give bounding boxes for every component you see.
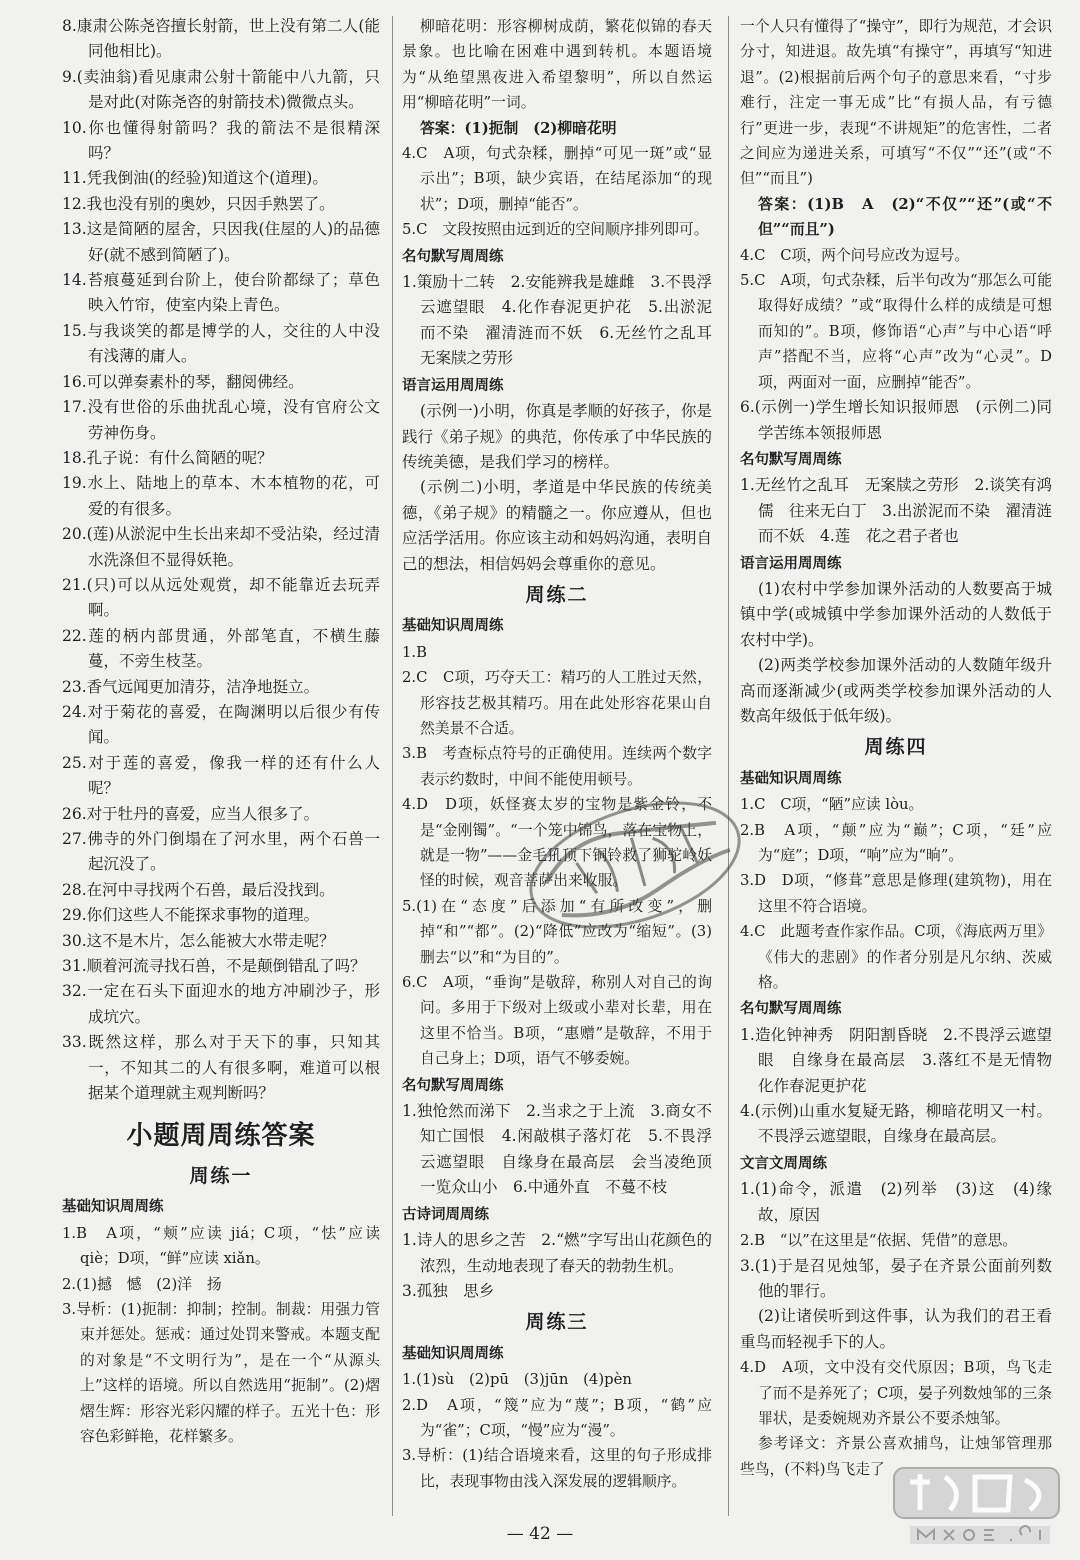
section-title: 小题周周练答案 <box>126 1121 316 1152</box>
subsection-title: 基础知识周周练 <box>402 1345 504 1362</box>
watermark-corner-logo <box>890 1462 1065 1552</box>
answer-item: 2.B “以”在这里是“依据、凭借”的意思。 <box>740 1232 1018 1250</box>
answer-line: 答案：(1)B A (2)“不仅”“还”(或“不但”“而且”) <box>758 195 1052 239</box>
answer-item: 4.C A项，句式杂糅，删掉“可见一斑”或“显示出”；B项，缺少宾语，在结尾添加“的现状”；D项，删掉“能否”。 <box>402 145 712 213</box>
answer-item: 10.你也懂得射箭吗？我的箭法不是很精深吗？ <box>62 118 380 163</box>
answer-item: 4.D A项，文中没有交代原因；B项，鸟飞走了而不是养死了；C项，晏子列数烛邹的三条罪状，是委婉规劝齐景公不要杀烛邹。 <box>740 1359 1052 1427</box>
answer-item: 3.孤独 思乡 <box>402 1281 495 1300</box>
answer-item: 柳暗花明：形容柳树成荫，繁花似锦的春天景象。也比喻在困难中遇到转机。本题语境为“从绝望黑夜进入希望黎明”，所以自然运用“柳暗花明”一词。 <box>402 18 712 112</box>
answer-item: 2.B A项，“颠”应为“巅”；C项，“廷”应为“庭”；D项，“响”应为“晌”。 <box>740 821 1052 864</box>
answer-item: (2)两类学校参加课外活动的人数随年级升高而逐渐减少(或两类学校参加课外活动的人数高年级低于低年级)。 <box>740 656 1052 725</box>
answer-item: 3.(1)于是召见烛邹，晏子在齐景公面前列数他的罪行。 <box>740 1256 1052 1300</box>
answer-item: 1.(1)sù (2)pū (3)jūn (4)pèn <box>402 1371 632 1389</box>
answer-item: 29.你们这些人不能探求事物的道理。 <box>62 906 320 925</box>
answer-item: 20.(莲)从淤泥中生长出来却不受沾染，经过清水洗涤但不显得妖艳。 <box>62 525 380 569</box>
answer-item: 30.这不是木片，怎么能被大水带走呢？ <box>62 931 335 950</box>
column-middle <box>402 14 728 1494</box>
answer-item: 5.(1)在“态度”后添加“有所改变”，删掉“和”“都”。(2)“降低”应改为“缩短”。(3)删去“以”和“为目的”。 <box>402 897 712 966</box>
answer-item: 6.C A项，“垂询”是敬辞，称别人对自己的询问。多用于下级对上级或小辈对长辈，用在这里不恰当。B项，“惠赠”是敬辞，不用于自己身上；D项，语气不够委婉。 <box>402 974 712 1068</box>
answer-item: 8.康肃公陈尧咨擅长射箭，世上没有第二人(能同他相比)。 <box>62 17 380 61</box>
answer-item: 23.香气远闻更加清芬，洁净地挺立。 <box>62 677 320 696</box>
answer-item: 3.导析：(1)扼制：抑制；控制。制裁：用强力管束并惩处。惩戒：通过处罚来警戒。本题支配的对象是“不文明行为”，是在一个“从源头上”这样的语境。所以自然选用“扼制”。(2)熠熠生辉：形容光彩闪耀的样子。五光十色：形容色彩鲜艳，花样繁多。 <box>62 1300 380 1445</box>
answer-item: 21.(只)可以从远处观赏，却不能靠近去玩弄啊。 <box>62 575 380 620</box>
subsection-title: 名句默写周周练 <box>740 451 842 468</box>
translation-text: 参考译文：齐景公喜欢捕鸟，让烛邹管理那些鸟，(不料)鸟飞走了 <box>740 1435 1052 1478</box>
answer-item: 一个人只有懂得了“操守”，即行为规范，才会识分寸，知进退。故先填“有操守”，再填写“知进退”。(2)根据前后两个句子的意思来看，“寸步难行，注定一事无成”比“有损人品，有亏德行”更进一步，表现“不讲规矩”的危害性，二者之间应为递进关系，可填写“不仅”“还”(或“不但”“而且”) <box>740 18 1052 188</box>
week-title: 周练四 <box>864 736 928 759</box>
answer-item: 12.我也没有别的奥妙，只因手熟罢了。 <box>62 194 335 213</box>
answer-item: 27.佛寺的外门倒塌在了河水里，两个石兽一起沉没了。 <box>62 830 380 874</box>
answer-item: 3.D D项，“修葺”意思是修理(建筑物)，用在这里不符合语境。 <box>740 872 1052 915</box>
answer-item: 5.C 文段按照由远到近的空间顺序排列即可。 <box>402 221 709 239</box>
week-title: 周练一 <box>189 1164 253 1187</box>
answer-item: 14.苔痕蔓延到台阶上，使台阶都绿了；草色映入竹帘，使室内染上青色。 <box>62 271 380 315</box>
column-divider <box>392 16 393 1516</box>
answer-item: 15.与我谈笑的都是博学的人，交往的人中没有浅薄的庸人。 <box>62 321 380 366</box>
answer-item: 1.无丝竹之乱耳 无案牍之劳形 2.谈笑有鸿儒 往来无白丁 3.出淤泥而不染 濯清涟而不妖 4.莲 花之君子者也 <box>740 476 1052 546</box>
answer-item: 19.水上、陆地上的草本、木本植物的花，可爱的有很多。 <box>62 474 380 518</box>
answer-item: 5.C A项，句式杂糅，后半句改为“那怎么可能取得好成绩？”或“取得什么样的成绩是可想而知的”。B项，修饰语“心声”与中心语“呼声”搭配不当，应将“心声”改为“心灵”。D项，两面对一面，应删掉“能否”。 <box>740 272 1052 391</box>
answer-item: (1)农村中学参加课外活动的人数要高于城镇中学(或城镇中学参加课外活动的人数低于农村中学)。 <box>740 579 1052 649</box>
answer-item: 2.D A项，“篾”应为“蔑”；B项，“鹤”应为“雀”；C项，“慢”应为“漫”。 <box>402 1396 712 1439</box>
answer-item: 22.莲的柄内部贯通，外部笔直，不横生藤蔓，不旁生枝茎。 <box>62 626 380 671</box>
subsection-title: 名句默写周周练 <box>740 1001 842 1018</box>
answer-item: 25.对于莲的喜爱，像我一样的还有什么人呢？ <box>62 753 380 798</box>
answer-item: 11.凭我倒油(的经验)知道这个(道理)。 <box>62 169 328 188</box>
page-number: — 42 — <box>506 1524 574 1544</box>
answer-item: 1.B A项，“颊”应读 jiá；C项，“怯”应读 qiè；D项，“鲜”应读 xiǎn。 <box>62 1224 380 1268</box>
answer-item: 31.顺着河流寻找石兽，不是颠倒错乱了吗？ <box>62 957 366 976</box>
answer-item: 1.C C项，“陋”应读 lòu。 <box>740 796 924 814</box>
answer-item: 32.一定在石头下面迎水的地方冲刷沙子，形成坑穴。 <box>62 982 380 1026</box>
week-title: 周练二 <box>525 583 589 606</box>
answer-item: 33.既然这样，那么对于天下的事，只知其一，不知其二的人有很多啊，难道可以根据某个道理就主观判断吗？ <box>62 1033 380 1103</box>
subsection-title: 基础知识周周练 <box>402 618 504 635</box>
answer-item: 2.(1)撼 憾 (2)洋 扬 <box>62 1275 222 1293</box>
answer-item: 18.孔子说：有什么简陋的呢？ <box>62 448 273 467</box>
subsection-title: 古诗词周周练 <box>402 1206 489 1223</box>
answer-item: 9.(卖油翁)看见康肃公射十箭能中八九箭，只是对此(对陈尧咨的射箭技术)微微点头。 <box>62 67 380 112</box>
answer-item: 1.诗人的思乡之苦 2.“燃”字写出山花颜色的浓烈，生动地表现了春天的勃勃生机。 <box>402 1231 712 1275</box>
answer-item: 4.D D项，妖怪赛太岁的宝物是紫金铃，不是“金刚镯”。“一个笼中锦鸟，落在宝物上，就是一物”——金毛犼顶下铜铃救了狮驼岭妖怪的时候，观音菩萨出来收服。 <box>402 796 712 890</box>
answer-item: 1.独怆然而涕下 2.当求之于上流 3.商女不知亡国恨 4.闲敲棋子落灯花 5.不畏浮云遮望眼 自缘身在最高层 会当凌绝顶 一览众山小 6.中通外直 不蔓不枝 <box>402 1102 728 1197</box>
answer-item: (2)让诸侯听到这件事，认为我们的君王看重鸟而轻视手下的人。 <box>740 1307 1052 1351</box>
column-divider <box>728 16 729 1516</box>
answer-item: 28.在河中寻找两个石兽，最后没找到。 <box>62 880 335 899</box>
column-left <box>62 14 380 1449</box>
answer-item: (示例二)小明，孝道是中华民族的传统美德，《弟子规》的精髓之一。你应遵从，但也应活学活用。你应该主动和妈妈沟通，表明自己的想法，相信妈妈会尊重你的意见。 <box>402 478 713 573</box>
subsection-title: 基础知识周周练 <box>740 770 842 787</box>
answer-item: 26.对于牡丹的喜爱，应当人很多了。 <box>62 804 320 823</box>
answer-item: 3.导析：(1)结合语境来看，这里的句子形成排比，表现事物由浅入深发展的逻辑顺序。 <box>402 1447 712 1490</box>
subsection-title: 语言运用周周练 <box>402 377 504 394</box>
answer-item: 4.C C项，两个问号应改为逗号。 <box>740 246 970 264</box>
answer-item: 13.这是简陋的屋舍，只因我(住屋的人)的品德好(就不感到简陋了)。 <box>62 220 380 264</box>
answer-item: 4.C 此题考查作家作品。C项，《海底两万里》《伟大的悲剧》的作者分别是凡尔纳、茨威格。 <box>740 923 1052 992</box>
subsection-title: 名句默写周周练 <box>402 1077 504 1094</box>
column-right <box>740 14 1068 1482</box>
answer-item: 3.B 考查标点符号的正确使用。连续两个数字表示约数时，中间不能使用顿号。 <box>402 745 712 788</box>
answer-item: (示例一)小明，你真是孝顺的好孩子，你是践行《弟子规》的典范，你传承了中华民族的传统美德，是我们学习的榜样。 <box>402 402 713 471</box>
answer-item: 6.(示例一)学生增长知识报师恩 (示例二)同学苦练本领报师恩 <box>740 398 1052 442</box>
answer-item: 24.对于菊花的喜爱，在陶渊明以后很少有传闻。 <box>62 702 380 747</box>
answer-item: 16.可以弹奏素朴的琴，翻阅佛经。 <box>62 372 304 391</box>
subsection-title: 名句默写周周练 <box>402 248 504 265</box>
answer-item: 4.(示例)山重水复疑无路，柳暗花明又一村。不畏浮云遮望眼，自缘身在最高层。 <box>740 1102 1052 1146</box>
subsection-title: 文言文周周练 <box>740 1155 827 1172</box>
subsection-title: 基础知识周周练 <box>62 1199 164 1216</box>
answer-item: 17.没有世俗的乐曲扰乱心境，没有官府公文劳神伤身。 <box>62 398 380 442</box>
answer-item: 2.C C项，巧夺天工：精巧的人工胜过天然，形容技艺极其精巧。用在此处形容花果山自然美景不合适。 <box>402 669 712 737</box>
answer-item: 1.策励十二转 2.安能辨我是雄雌 3.不畏浮云遮望眼 4.化作春泥更护花 5.出淤泥而不染 濯清涟而不妖 6.无丝竹之乱耳 无案牍之劳形 <box>402 273 728 368</box>
answer-item: 1.造化钟神秀 阴阳割昏晓 2.不畏浮云遮望眼 自缘身在最高层 3.落红不是无情物 化作春泥更护花 <box>740 1025 1068 1095</box>
answer-item: 1.(1)命令，派遣 (2)列举 (3)这 (4)缘故，原因 <box>740 1180 1052 1224</box>
answer-item: 1.B <box>402 643 427 661</box>
answer-line: 答案：(1)扼制 (2)柳暗花明 <box>420 119 617 137</box>
week-title: 周练三 <box>525 1311 589 1334</box>
subsection-title: 语言运用周周练 <box>740 555 842 572</box>
